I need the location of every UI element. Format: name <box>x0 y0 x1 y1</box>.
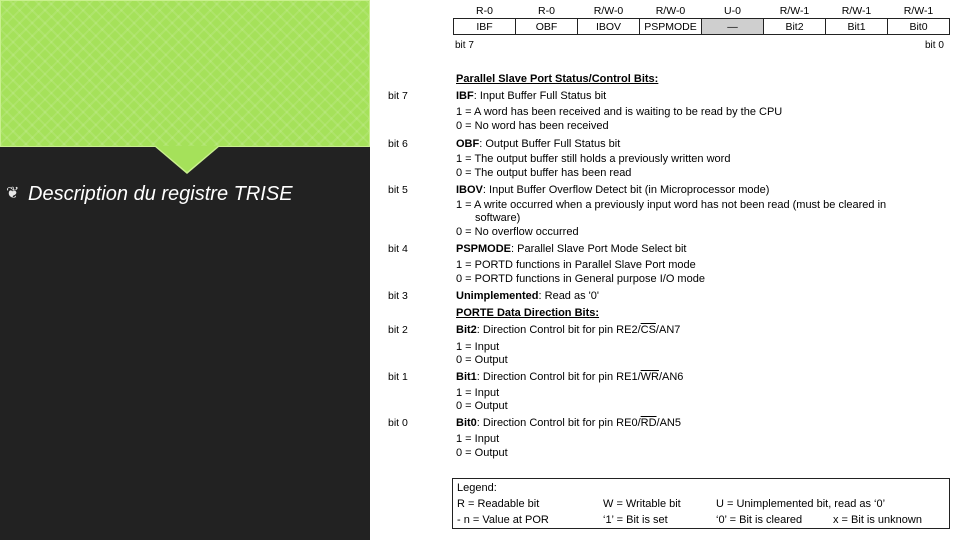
bit-right-label: bit 0 <box>925 40 944 51</box>
bit-label: bit 3 <box>388 290 408 302</box>
bit-value-line: 0 = Output <box>456 354 508 366</box>
bit-name: Bit0 <box>456 417 477 429</box>
bit-value-line: 1 = A write occurred when a previously input word has not been read (must be cleared in <box>456 199 887 211</box>
legend-entry: U = Unimplemented bit, read as ‘0’ <box>716 498 886 510</box>
pin-name: $\overline{RD}$ <box>640 417 657 429</box>
leaf-bullet-icon: ❦ <box>6 185 20 202</box>
bit-value-line: 0 = No word has been received <box>456 120 609 132</box>
bit-name: IBF <box>456 90 474 102</box>
bit-value-line: 1 = Input <box>456 341 500 353</box>
bit-value-line: 0 = Output <box>456 400 508 412</box>
section-heading: PORTE Data Direction Bits: <box>456 307 600 319</box>
legend-entry: ‘1’ = Bit is set <box>603 514 668 526</box>
bit-summary: : Input Buffer Overflow Detect bit (in Microprocessor mode) <box>482 184 770 196</box>
bit-description <box>456 324 680 336</box>
pin-suffix: /AN7 <box>655 324 681 336</box>
bullet-item <box>6 183 293 206</box>
bit-label: bit 6 <box>388 138 408 150</box>
bit-name-cell: — <box>702 19 764 35</box>
pin-name: $\overline{CS}$ <box>640 324 656 336</box>
legend-entry: - n = Value at POR <box>457 514 549 526</box>
bit-label: bit 7 <box>388 90 408 102</box>
bit-name-cell: Bit2 <box>764 19 826 35</box>
bit-value-line: 1 = A word has been received and is waiting to be read by the CPU <box>456 106 783 118</box>
bit-description <box>456 417 681 429</box>
bit-summary: : Output Buffer Full Status bit <box>479 138 621 150</box>
legend-entry: R = Readable bit <box>457 498 540 510</box>
bit-value-line: 0 = No overflow occurred <box>456 226 579 238</box>
bit-name: PSPMODE <box>456 243 512 255</box>
register-bit-table <box>453 4 950 35</box>
bit-name-row <box>454 19 950 35</box>
bit-name: Unimplemented <box>456 290 539 302</box>
pin-name: $\overline{WR}$ <box>640 371 659 383</box>
title-panel-pointer <box>156 146 218 172</box>
section-heading: Parallel Slave Port Status/Control Bits: <box>456 73 659 85</box>
bit-description <box>456 138 620 150</box>
bit-description <box>456 184 769 196</box>
bit-value-line: 1 = The output buffer still holds a previously written word <box>456 153 731 165</box>
legend-title: Legend: <box>457 482 497 494</box>
bit-summary: : Direction Control bit for pin RE1/ <box>476 371 641 383</box>
access-cell: R/W-0 <box>593 5 624 17</box>
bit-name-cell: PSPMODE <box>640 19 702 35</box>
title-panel <box>0 0 370 147</box>
legend-entry: W = Writable bit <box>603 498 681 510</box>
bit-label: bit 5 <box>388 184 408 196</box>
bit-name-cell: Bit0 <box>888 19 950 35</box>
access-cell: R-0 <box>538 5 555 17</box>
access-cell: R/W-1 <box>903 5 934 17</box>
pin-suffix: /AN6 <box>658 371 684 383</box>
bit-name: Bit2 <box>456 324 477 336</box>
legend-entry: ‘0’ = Bit is cleared <box>716 514 803 526</box>
bit-label: bit 1 <box>388 371 408 383</box>
bit-value-line: software) <box>475 212 521 224</box>
bit-value-line: 1 = Input <box>456 433 500 445</box>
bit-name-cell: IBF <box>454 19 516 35</box>
bit-value-line: 0 = Output <box>456 447 508 459</box>
access-cell: R/W-1 <box>779 5 810 17</box>
bit-name-cell: IBOV <box>578 19 640 35</box>
bit-value-line: 1 = PORTD functions in Parallel Slave Port mode <box>456 259 696 271</box>
register-table <box>453 4 950 35</box>
bit-name: OBF <box>456 138 480 150</box>
bullet-text: Description du registre TRISE <box>28 183 293 205</box>
bit-name-cell: Bit1 <box>826 19 888 35</box>
bit-description <box>456 371 683 383</box>
bit-label: bit 2 <box>388 324 408 336</box>
bit-value-line: 0 = PORTD functions in General purpose I/O mode <box>456 273 705 285</box>
bit-left-label: bit 7 <box>455 40 474 51</box>
legend-entry: x = Bit is unknown <box>833 514 922 526</box>
bit-summary: : Input Buffer Full Status bit <box>473 90 607 102</box>
bit-summary: : Direction Control bit for pin RE0/ <box>476 417 641 429</box>
access-row <box>454 4 950 19</box>
bit-value-line: 1 = Input <box>456 387 500 399</box>
legend-box <box>452 478 950 529</box>
pin-suffix: /AN5 <box>656 417 681 429</box>
bit-name: IBOV <box>456 184 483 196</box>
bit-label: bit 0 <box>388 417 408 429</box>
access-cell: U-0 <box>724 5 741 17</box>
bit-summary: : Parallel Slave Port Mode Select bit <box>511 243 687 255</box>
bit-description <box>456 243 687 255</box>
title-panel-pattern <box>1 1 369 146</box>
access-cell: R-0 <box>476 5 493 17</box>
bit-name-cell: OBF <box>516 19 578 35</box>
bit-description <box>456 290 599 302</box>
bit-label: bit 4 <box>388 243 408 255</box>
access-cell: R/W-1 <box>841 5 872 17</box>
access-cell: R/W-0 <box>655 5 686 17</box>
bit-summary: : Direction Control bit for pin RE2/ <box>476 324 641 336</box>
bit-summary: : Read as '0' <box>538 290 599 302</box>
bit-description <box>456 90 606 102</box>
bit-value-line: 0 = The output buffer has been read <box>456 167 632 179</box>
bit-name: Bit1 <box>456 371 477 383</box>
